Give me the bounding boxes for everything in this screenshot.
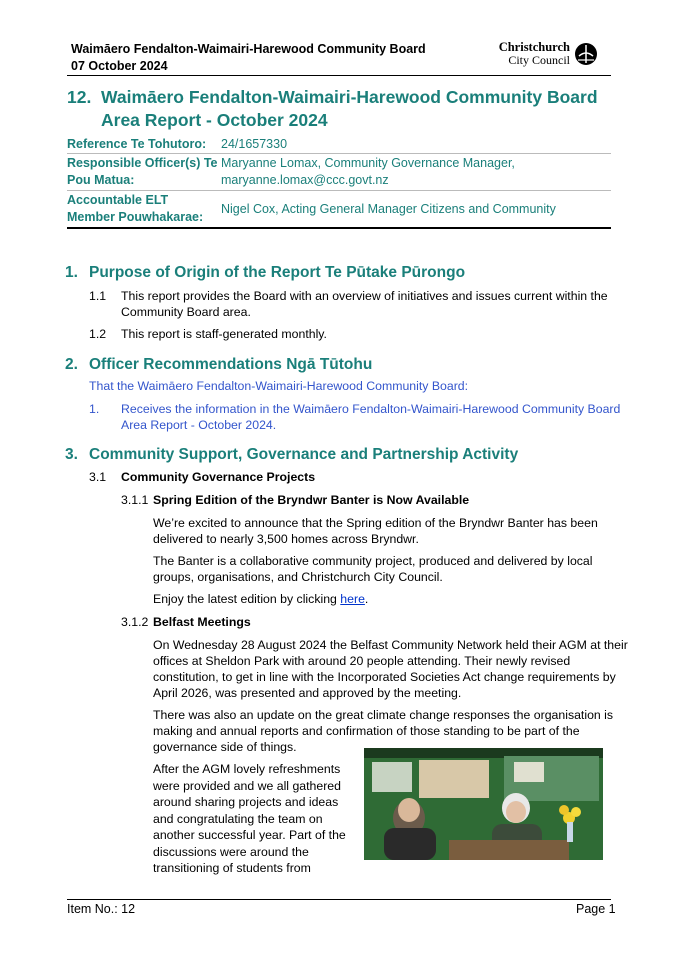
logo-line-2: City Council xyxy=(508,53,570,67)
section-2-number: 2. xyxy=(65,356,78,373)
item-3-1-1-para-3-end: . xyxy=(364,592,369,606)
item-3-1-2-para-1-line-2: offices at Sheldon Park with around 20 people attending. Their newly revised xyxy=(153,654,571,668)
report-title-line-2: Area Report - October 2024 xyxy=(101,110,328,130)
para-1-2-line-1: This report is staff-generated monthly. xyxy=(121,327,327,341)
item-3-1-1-para-1-line-1: We’re excited to announce that the Spring edition of the Bryndwr Banter has been xyxy=(153,516,598,530)
belfast-agm-photo xyxy=(364,748,603,860)
item-3-1-1-para-3 xyxy=(153,591,368,608)
item-3-1-1-title: Spring Edition of the Bryndwr Banter is Now Available xyxy=(153,493,470,507)
footer-rule xyxy=(67,899,611,900)
item-3-1-2-para-2-line-1: There was also an update on the great climate change responses the organisation is xyxy=(153,708,614,722)
recommendation-1-line-2: Area Report - October 2024. xyxy=(121,418,277,432)
section-2-title: Officer Recommendations Ngā Tūtohu xyxy=(89,356,373,373)
section-1-title: Purpose of Origin of the Report Te Pūtake Pūrongo xyxy=(89,264,466,281)
footer-item-number: Item No.: 12 xyxy=(67,902,136,916)
para-1-1-number: 1.1 xyxy=(89,289,107,303)
item-3-1-1-para-2-line-2: groups, organisations, and Christchurch City Council. xyxy=(153,570,443,584)
meta-divider xyxy=(67,153,611,154)
item-3-1-2-number: 3.1.2 xyxy=(121,615,149,629)
item-3-1-2-para-2-line-3: governance side of things. xyxy=(153,740,297,754)
para-1-2-number: 1.2 xyxy=(89,327,107,341)
meta-officer-label-2: Pou Matua: xyxy=(67,173,135,187)
header-date: 07 October 2024 xyxy=(71,59,168,73)
footer-page-number: Page 1 xyxy=(576,902,616,916)
item-3-1-1-para-1-line-2: delivered to nearly 3,500 homes across Bryndwr. xyxy=(153,532,419,546)
item-3-1-2-para-3 xyxy=(153,761,346,877)
recommendation-intro: That the Waimāero Fendalton-Waimairi-Harewood Community Board: xyxy=(89,379,469,393)
header-board-name: Waimāero Fendalton-Waimairi-Harewood Community Board xyxy=(71,42,426,56)
meta-elt-label-2: Member Pouwhakarae: xyxy=(67,210,204,224)
para-3-line: another successful year. Part of the xyxy=(153,828,346,842)
bryndwr-banter-link[interactable]: here xyxy=(340,592,365,606)
header-rule xyxy=(67,75,611,76)
item-3-1-2-para-2-line-2: making and annual reports and confirmation of those standing to be part of the xyxy=(153,724,580,738)
para-3-line: discussions were around the xyxy=(153,844,309,859)
item-3-1-2-para-1-line-4: April 2026, was presented and approved by the meeting. xyxy=(153,686,462,700)
subsection-3-1-title: Community Governance Projects xyxy=(121,470,316,484)
meta-officer-label-1: Responsible Officer(s) Te xyxy=(67,156,218,170)
para-1-1-line-1: This report provides the Board with an overview of initiatives and issues current within the xyxy=(121,289,608,303)
item-3-1-1-number: 3.1.1 xyxy=(121,493,149,507)
meta-elt-value: Nigel Cox, Acting General Manager Citizens and Community xyxy=(221,202,556,216)
meta-reference-label: Reference Te Tohutoro: xyxy=(67,137,207,151)
recommendation-1-line-1: Receives the information in the Waimāero Fendalton-Waimairi-Harewood Community Board xyxy=(121,402,621,416)
para-3-line: transitioning of students from xyxy=(153,861,311,875)
item-3-1-1-para-3-text: Enjoy the latest edition by clicking xyxy=(153,592,341,606)
para-3-line: After the AGM lovely refreshments xyxy=(153,762,341,776)
para-3-line: were provided and we all gathered xyxy=(153,778,341,793)
item-3-1-2-title: Belfast Meetings xyxy=(153,615,251,629)
report-title-line-1: Waimāero Fendalton-Waimairi-Harewood Community Board xyxy=(101,87,598,107)
para-3-line: and congratulating the team on xyxy=(153,811,323,826)
council-logo xyxy=(498,41,600,69)
meta-bottom-rule xyxy=(67,227,611,229)
report-number: 12. xyxy=(67,87,92,107)
subsection-3-1-number: 3.1 xyxy=(89,470,107,484)
item-3-1-2-para-1-line-1: On Wednesday 28 August 2024 the Belfast Community Network held their AGM at their xyxy=(153,638,628,652)
item-3-1-1-para-2-line-1: The Banter is a collaborative community project, produced and delivered by local xyxy=(153,554,593,568)
section-3-number: 3. xyxy=(65,446,78,463)
recommendation-1-number: 1. xyxy=(89,402,100,416)
meta-officer-value-2: maryanne.lomax@ccc.govt.nz xyxy=(221,173,389,187)
meta-divider xyxy=(67,190,611,191)
item-3-1-2-para-1-line-3: constitution, to get in line with the Incorporated Societies Act change requirements by xyxy=(153,670,616,684)
para-1-1-line-2: Community Board area. xyxy=(121,305,251,319)
section-3-title: Community Support, Governance and Partnership Activity xyxy=(89,446,519,463)
council-emblem-icon xyxy=(574,42,598,66)
meta-elt-label-1: Accountable ELT xyxy=(67,193,169,207)
section-1-number: 1. xyxy=(65,264,78,281)
para-3-line: around sharing projects and ideas xyxy=(153,795,339,809)
meta-reference-value: 24/1657330 xyxy=(221,137,288,151)
logo-line-1: Christchurch xyxy=(498,40,570,54)
meta-officer-value-1: Maryanne Lomax, Community Governance Manager, xyxy=(221,156,515,170)
report-title xyxy=(67,86,598,132)
